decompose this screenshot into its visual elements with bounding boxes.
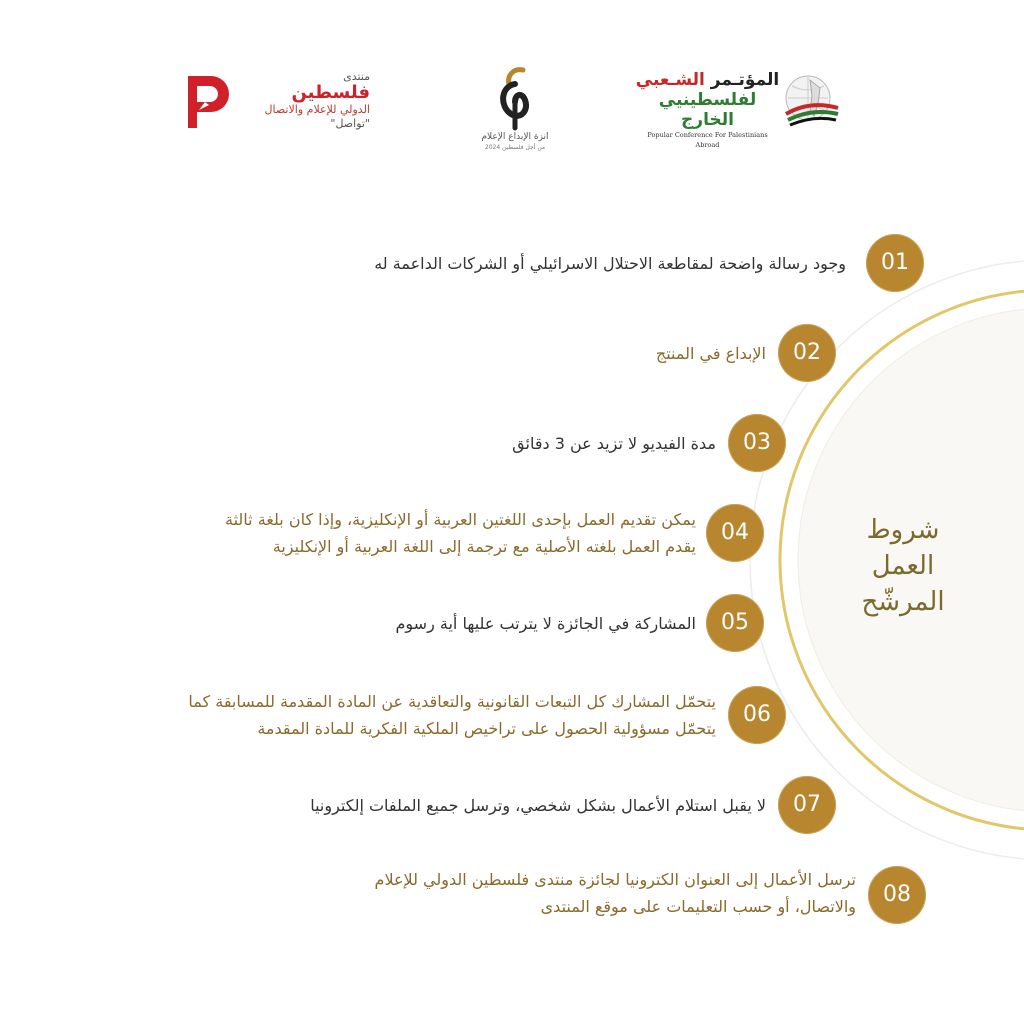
item-text-line: وجود رسالة واضحة لمقاطعة الاحتلال الاسرائيلي أو الشركات الداعمة له <box>374 254 846 273</box>
item-text-line: المشاركة في الجائزة لا يترتب عليها أية رسوم <box>395 614 696 633</box>
item-text <box>512 430 716 457</box>
item-number-badge: 03 <box>728 414 786 472</box>
forum-logo-line3: الدولي للإعلام والاتصال <box>264 103 370 116</box>
forum-p-mark-icon <box>185 72 235 130</box>
item-number-badge: 01 <box>866 234 924 292</box>
conditions-title-line3: المرشّح <box>861 587 945 617</box>
item-text-line: والاتصال، أو حسب التعليمات على موقع المنتدى <box>540 897 856 916</box>
conference-logo <box>635 68 840 149</box>
item-number-badge: 02 <box>778 324 836 382</box>
forum-logo <box>185 70 370 140</box>
conditions-title-line1: شروط <box>866 515 940 545</box>
item-number-badge: 07 <box>778 776 836 834</box>
forum-logo-line4: "تواصل" <box>330 117 370 130</box>
item-text <box>225 506 696 560</box>
conference-logo-line1 <box>635 70 780 90</box>
item-text-line: مدة الفيديو لا تزيد عن 3 دقائق <box>512 434 716 453</box>
award-logo-line2: من أجل فلسطين 2024 <box>484 144 546 151</box>
award-logo-line1: انزة الإبداع الإعلام <box>481 132 549 142</box>
item-text-line: لا يقبل استلام الأعمال بشكل شخصي، وترسل جميع الملفات إلكترونيا <box>310 796 766 815</box>
conditions-title-line2: العمل <box>871 551 935 581</box>
item-text <box>310 792 766 819</box>
conference-logo-word1: المؤتـمر <box>710 70 780 90</box>
item-number-badge: 06 <box>728 686 786 744</box>
forum-logo-line2: فلسطين <box>291 82 370 103</box>
item-number-badge: 04 <box>706 504 764 562</box>
conference-logo-line3: Popular Conference For Palestinians Abroad <box>647 131 768 149</box>
forum-logo-line1: منتدى <box>343 70 370 83</box>
item-text <box>375 866 856 920</box>
item-text-line: يتحمّل مسؤولية الحصول على تراخيص الملكية الفكرية للمادة المقدمة <box>257 719 716 738</box>
item-text-line: ترسل الأعمال إلى العنوان الكترونيا لجائزة منتدى فلسطين الدولي للإعلام <box>374 870 856 889</box>
item-number-badge: 08 <box>868 866 926 924</box>
item-text-line: يمكن تقديم العمل بإحدى اللغتين العربية أو الإنكليزية، وإذا كان بلغة ثالثة <box>225 510 696 529</box>
item-text-line: الإبداع في المنتج <box>655 344 766 363</box>
conference-logo-text <box>635 70 780 150</box>
award-calligraphy-mark-icon <box>485 62 545 132</box>
conference-logo-line2: لفلسطينيي الخارج <box>658 90 757 130</box>
forum-logo-text <box>265 70 370 131</box>
item-text-line: يتحمّل المشارك كل التبعات القانونية والتعاقدية عن المادة المقدمة للمسابقة كما <box>188 692 716 711</box>
item-number-badge: 05 <box>706 594 764 652</box>
award-logo <box>465 62 565 162</box>
item-text <box>374 250 846 277</box>
item-text-line: يقدم العمل بلغته الأصلية مع ترجمة إلى اللغة العربية أو الإنكليزية <box>272 537 696 556</box>
item-text <box>656 340 766 367</box>
conditions-title <box>848 512 958 620</box>
item-text <box>188 688 716 742</box>
conference-logo-word2: الشـعبي <box>635 70 705 90</box>
item-text <box>395 610 696 637</box>
globe-emblem-icon <box>780 70 840 130</box>
